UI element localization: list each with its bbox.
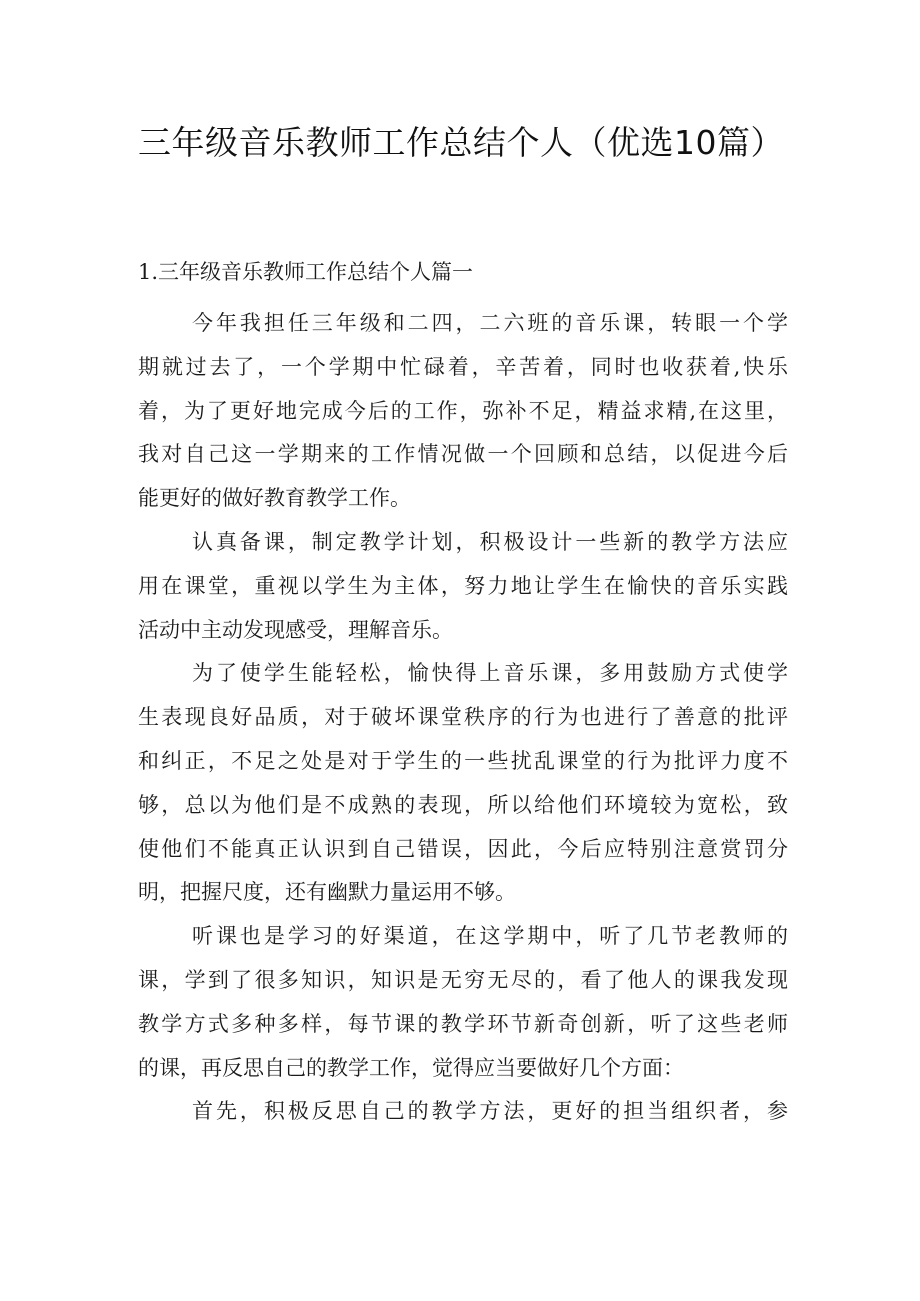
paragraph-4 [138,915,788,1090]
text-line: 为了使学生能轻松，愉快得上音乐课，多用鼓励方式使学 [192,661,788,686]
paragraph-5 [138,1090,788,1134]
text-line: 和纠正，不足之处是对于学生的一些扰乱课堂的行为批评力度不 [138,748,788,773]
text-line: 首先，积极反思自己的教学方法，更好的担当组织者，参 [192,1099,788,1124]
text-line: 期就过去了，一个学期中忙碌着，辛苦着，同时也收获着,快乐 [138,354,788,379]
text-line: 活动中主动发现感受，理解音乐。 [138,617,453,642]
text-line: 今年我担任三年级和二四，二六班的音乐课，转眼一个学 [192,311,788,335]
text-line: 着，为了更好地完成今后的工作，弥补不足，精益求精,在这里， [138,398,788,423]
paragraph-2 [138,521,788,652]
text-line: 能更好的做好教育教学工作。 [138,486,411,511]
text-line: 认真备课，制定教学计划，积极设计一些新的教学方法应 [192,529,788,554]
text-line: 够，总以为他们是不成熟的表现，所以给他们环境较为宽松，致 [138,792,788,817]
paragraph-3 [138,652,788,915]
document-title: 三年级音乐教师工作总结个人（优选10篇） [138,123,784,162]
text-line: 用在课堂，重视以学生为主体，努力地让学生在愉快的音乐实践 [138,573,788,598]
text-line: 使他们不能真正认识到自己错误，因此，今后应特别注意赏罚分 [138,836,788,861]
text-line: 听课也是学习的好渠道，在这学期中，听了几节老教师的 [192,924,788,949]
text-line: 生表现良好品质，对于破坏课堂秩序的行为也进行了善意的批评 [138,705,788,730]
document-body [138,302,788,1134]
text-line: 教学方式多种多样，每节课的教学环节新奇创新，听了这些老师 [138,1011,788,1036]
text-line: 明，把握尺度，还有幽默力量运用不够。 [138,880,516,905]
section-heading: 1.三年级音乐教师工作总结个人篇一 [138,260,474,284]
text-line: 的课，再反思自己的教学工作，觉得应当要做好几个方面： [138,1055,684,1080]
paragraph-1 [138,302,788,521]
text-line: 课，学到了很多知识，知识是无穷无尽的，看了他人的课我发现 [138,967,788,992]
text-line: 我对自己这一学期来的工作情况做一个回顾和总结，以促进今后 [138,442,788,467]
